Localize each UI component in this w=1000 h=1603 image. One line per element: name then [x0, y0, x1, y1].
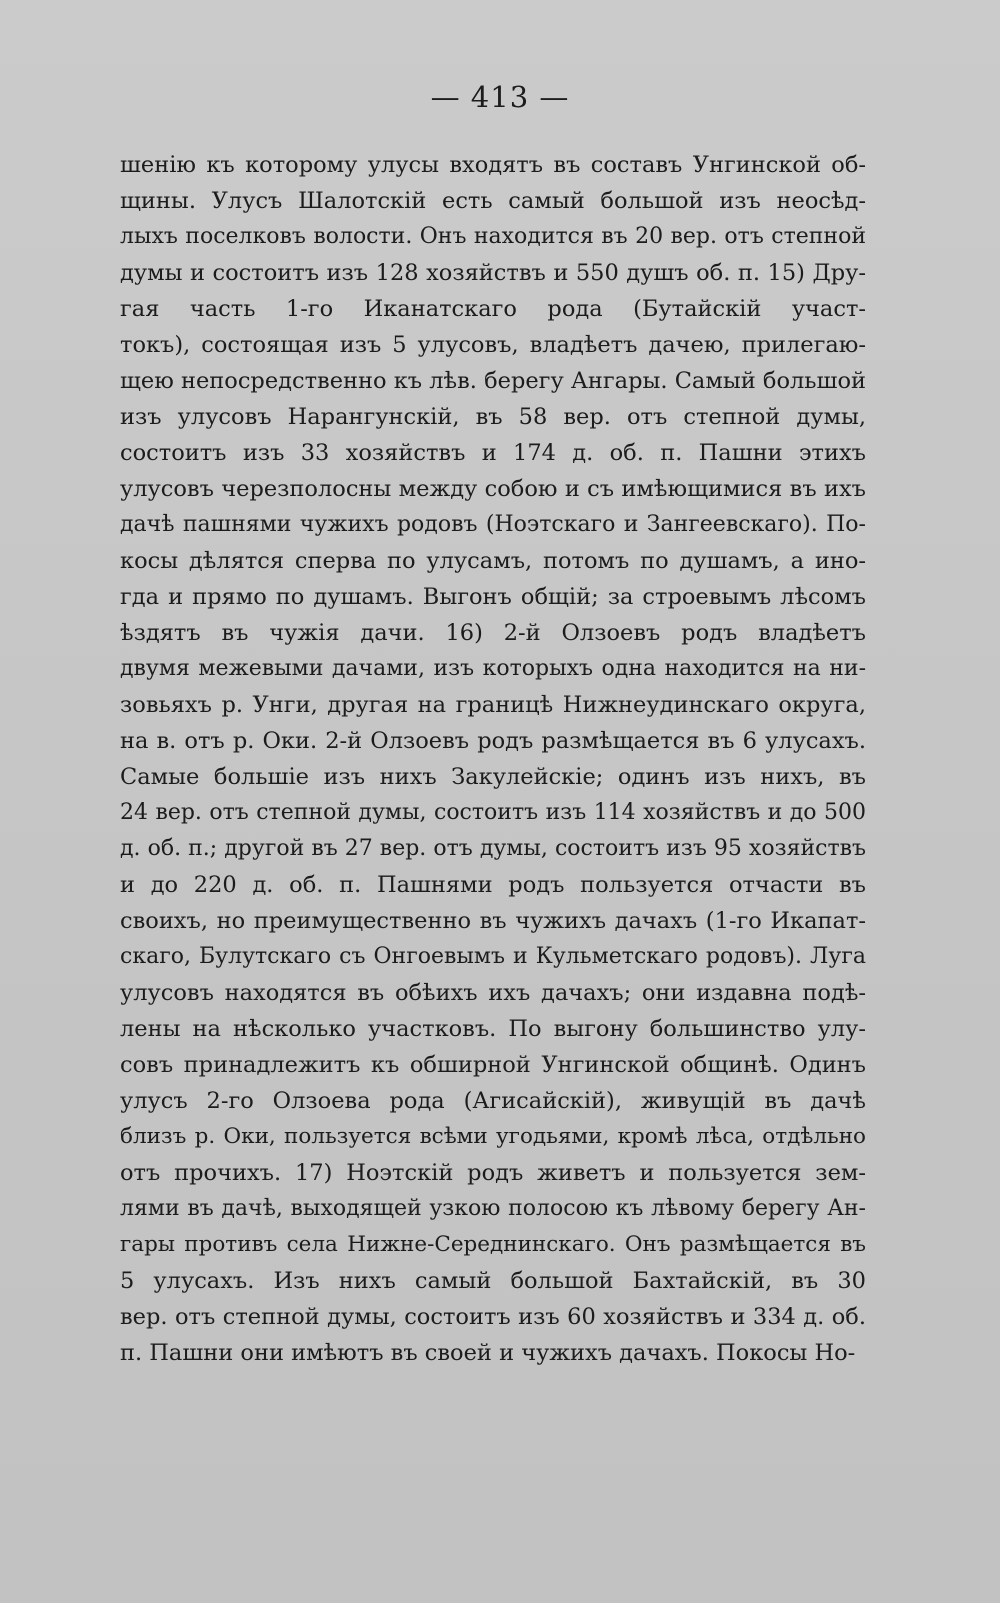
text-line: д. об. п.; другой въ 27 вер. отъ думы, состоитъ изъ 95 хозяйствъ	[120, 836, 866, 861]
text-line: гары противъ села Нижне-Середнинскаго. Онъ размѣщается въ	[120, 1232, 866, 1257]
text-line: зовьяхъ р. Унги, другая на границѣ Нижнеудинскаго округа,	[120, 692, 866, 718]
text-line: думы и состоитъ изъ 128 хозяйствъ и 550 душъ об. п. 15) Дру-	[120, 260, 866, 286]
text-line: щею непосредственно къ лѣв. берегу Ангары. Самый большой	[120, 368, 866, 394]
text-line: лями въ дачѣ, выходящей узкою полосою къ лѣвому берегу Ан-	[120, 1196, 866, 1221]
text-line: вер. отъ степной думы, состоитъ изъ 60 хозяйствъ и 334 д. об.	[120, 1304, 866, 1330]
text-line: лыхъ поселковъ волости. Онъ находится въ 20 вер. отъ степной	[120, 224, 866, 249]
text-line: своихъ, но преимущественно въ чужихъ дачахъ (1-го Икапат-	[120, 908, 866, 934]
text-line: косы дѣлятся сперва по улусамъ, потомъ по душамъ, а ино-	[120, 548, 866, 574]
text-line: совъ принадлежитъ къ обширной Унгинской общинѣ. Одинъ	[120, 1052, 866, 1078]
text-line: п. Пашни они имѣютъ въ своей и чужихъ дачахъ. Покосы Но-	[120, 1340, 856, 1366]
text-line: на в. отъ р. Оки. 2-й Олзоевъ родъ размѣщается въ 6 улусахъ.	[120, 728, 866, 754]
text-line: гая часть 1-го Иканатскаго рода (Бутайскій участ-	[120, 296, 866, 322]
text-line: шенію къ которому улусы входятъ въ составъ Унгинской об-	[120, 152, 866, 178]
text-line: дачѣ пашнями чужихъ родовъ (Ноэтскаго и Зангеевскаго). По-	[120, 512, 866, 537]
text-line: и до 220 д. об. п. Пашнями родъ пользуется отчасти въ	[120, 872, 866, 898]
body-text	[120, 147, 866, 1371]
text-line: ѣздятъ въ чужія дачи. 16) 2-й Олзоевъ родъ владѣетъ	[120, 620, 866, 646]
text-line: близъ р. Оки, пользуется всѣми угодьями, кромѣ лѣса, отдѣльно	[120, 1124, 866, 1149]
text-line: гда и прямо по душамъ. Выгонъ общій; за строевымъ лѣсомъ	[120, 584, 866, 610]
text-line: изъ улусовъ Нарангунскій, въ 58 вер. отъ степной думы,	[120, 404, 866, 430]
text-line: отъ прочихъ. 17) Ноэтскій родъ живетъ и пользуется зем-	[120, 1160, 866, 1186]
text-line: щины. Улусъ Шалотскій есть самый большой изъ неосѣд-	[120, 188, 866, 214]
text-line: 24 вер. отъ степной думы, состоитъ изъ 114 хозяйствъ и до 500	[120, 800, 866, 825]
text-line: улусовъ находятся въ обѣихъ ихъ дачахъ; они издавна подѣ-	[120, 980, 866, 1006]
text-line: улусовъ черезполосны между собою и съ имѣющимися въ ихъ	[120, 476, 866, 502]
text-line: токъ), состоящая изъ 5 улусовъ, владѣетъ дачею, прилегаю-	[120, 332, 866, 358]
text-line: 5 улусахъ. Изъ нихъ самый большой Бахтайскій, въ 30	[120, 1268, 866, 1294]
text-line: Самые большіе изъ нихъ Закулейскіе; одинъ изъ нихъ, въ	[120, 764, 866, 790]
text-line: лены на нѣсколько участковъ. По выгону большинство улу-	[120, 1016, 866, 1042]
text-line: двумя межевыми дачами, изъ которыхъ одна находится на ни-	[120, 656, 866, 681]
text-line: состоитъ изъ 33 хозяйствъ и 174 д. об. п. Пашни этихъ	[120, 440, 866, 466]
text-line: скаго, Булутскаго съ Онгоевымъ и Кульметскаго родовъ). Луга	[120, 944, 866, 969]
page-number: — 413 —	[430, 80, 570, 114]
text-line: улусъ 2-го Олзоева рода (Агисайскій), живущій въ дачѣ	[120, 1088, 866, 1114]
